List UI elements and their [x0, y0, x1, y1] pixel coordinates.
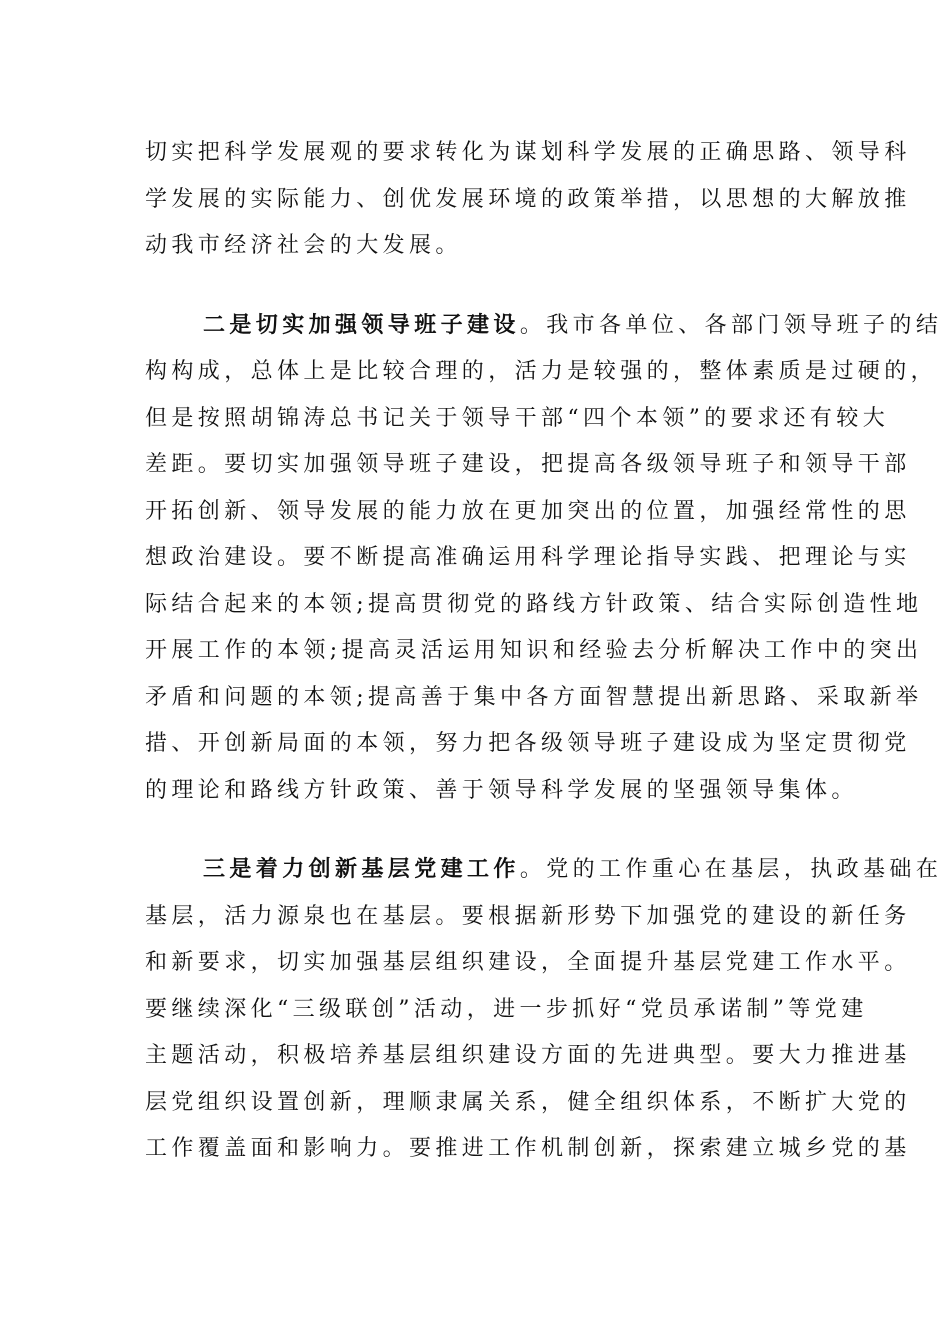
paragraph-lead-heading: 三是着力创新基层党建工作 [203, 857, 520, 882]
text-line: 动我市经济社会的大发展。 [145, 233, 462, 258]
text-line: 差距。要切实加强领导班子建设，把提高各级领导班子和领导干部 [145, 452, 911, 477]
text-line: 要继续深化“三级联创”活动，进一步抓好“党员承诺制”等党建 [145, 996, 868, 1022]
text-line: 开拓创新、领导发展的能力放在更加突出的位置，加强经常性的思 [145, 498, 911, 524]
text-line: 措、开创新局面的本领，努力把各级领导班子建设成为坚定贯彻党 [145, 731, 911, 756]
paragraph-3 [145, 847, 943, 1173]
text-line: 切实把科学发展观的要求转化为谋划科学发展的正确思路、领导科 [145, 140, 911, 165]
text-line: 矛盾和问题的本领;提高善于集中各方面智慧提出新思路、采取新举 [145, 684, 923, 710]
document-page [145, 130, 943, 1206]
text-line: 的理论和路线方针政策、善于领导科学发展的坚强领导集体。 [145, 777, 858, 803]
text-line: 层党组织设置创新，理顺隶属关系，健全组织体系，不断扩大党的 [145, 1089, 911, 1115]
text-line: 和新要求，切实加强基层组织建设，全面提升基层党建工作水平。 [145, 950, 911, 975]
paragraph-1 [145, 130, 911, 270]
text-line: 想政治建设。要不断提高准确运用科学理论指导实践、把理论与实 [145, 545, 911, 570]
text-line: 但是按照胡锦涛总书记关于领导干部“四个本领”的要求还有较大 [145, 405, 890, 431]
paragraph-lead-heading: 二是切实加强领导班子建设 [203, 312, 520, 338]
text-line-first [145, 303, 943, 350]
text-line: 开展工作的本领;提高灵活运用知识和经验去分析解决工作中的突出 [145, 638, 923, 663]
text-line: 学发展的实际能力、创优发展环境的政策举措，以思想的大解放推 [145, 186, 911, 212]
text-fragment: 。我市各单位、各部门领导班子的结 [519, 312, 943, 338]
text-line-first [145, 847, 943, 894]
paragraph-2 [145, 303, 943, 815]
text-line: 工作覆盖面和影响力。要推进工作机制创新，探索建立城乡党的基 [145, 1136, 911, 1161]
text-fragment: 。党的工作重心在基层，执政基础在 [519, 857, 943, 882]
text-line: 构构成，总体上是比较合理的，活力是较强的，整体素质是过硬的， [145, 359, 938, 384]
text-line: 际结合起来的本领;提高贯彻党的路线方针政策、结合实际创造性地 [145, 591, 923, 617]
text-line: 主题活动，积极培养基层组织建设方面的先进典型。要大力推进基 [145, 1043, 911, 1068]
text-line: 基层，活力源泉也在基层。要根据新形势下加强党的建设的新任务 [145, 903, 911, 929]
